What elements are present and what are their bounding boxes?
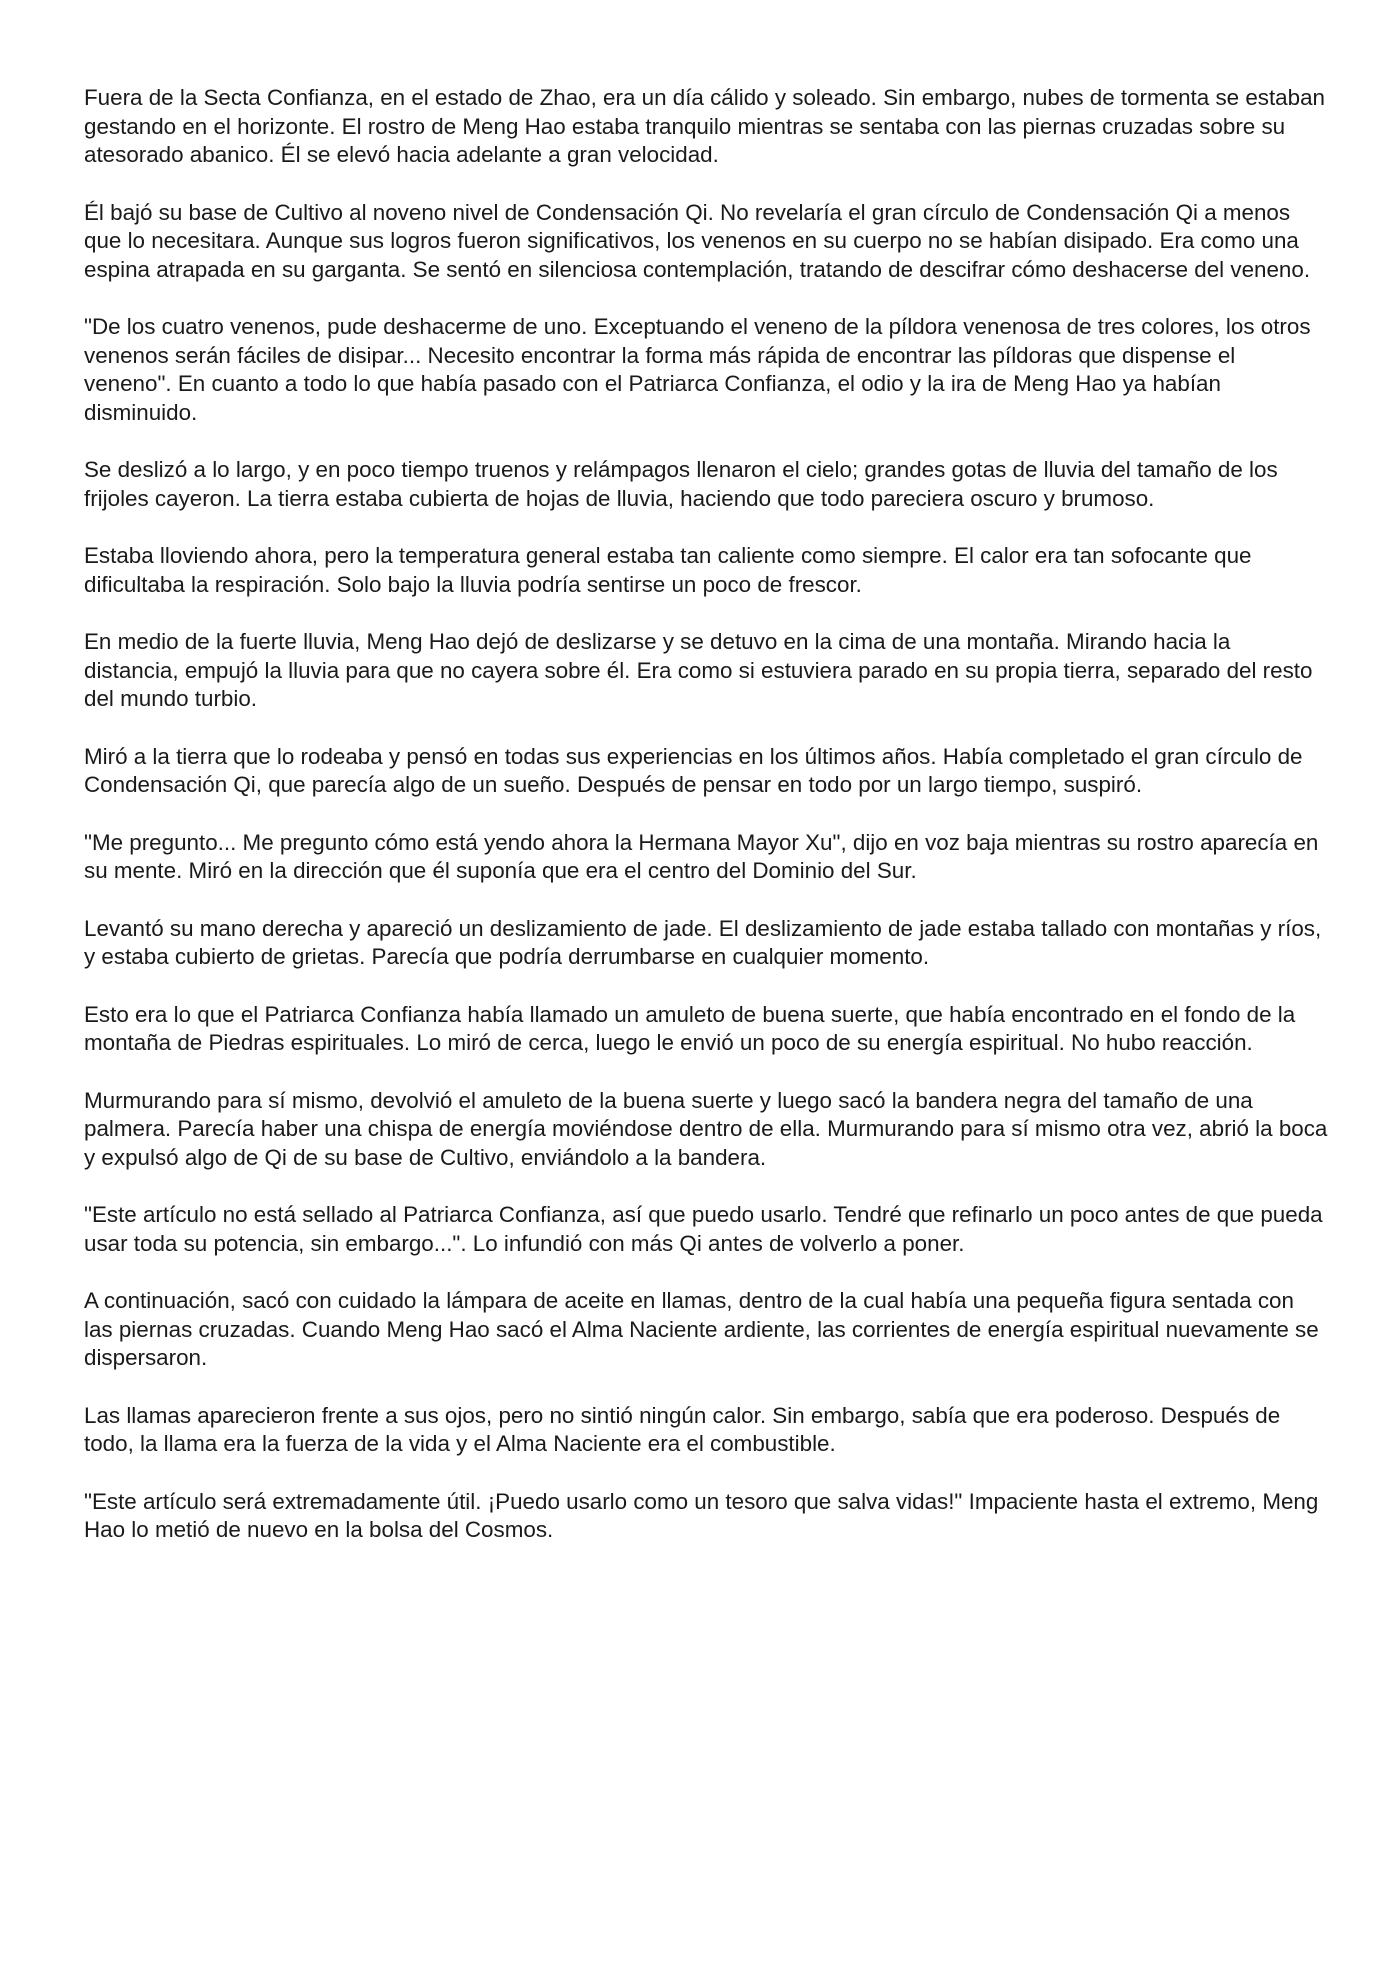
paragraph-9: Levantó su mano derecha y apareció un deslizamiento de jade. El deslizamiento de jade estaba tallado con montañas y ríos, y estaba cubierto de grietas. Parecía que podría derrumbarse en cualquier momento.	[84, 915, 1322, 969]
paragraph-1: Fuera de la Secta Confianza, en el estado de Zhao, era un día cálido y soleado. Sin embargo, nubes de tormenta se estaban gestando en el horizonte. El rostro de Meng Hao estaba tranquilo mientras se sentaba con las piernas cruzadas sobre su atesorado abanico. Él se elevó hacia adelante a gran velocidad.	[84, 85, 1325, 167]
paragraph-6: En medio de la fuerte lluvia, Meng Hao dejó de deslizarse y se detuvo en la cima de una montaña. Mirando hacia la distancia, empujó la lluvia para que no cayera sobre él. Era como si estuviera parado en su propia tierra, separado del resto del mundo turbio.	[84, 629, 1313, 711]
paragraph-11: Murmurando para sí mismo, devolvió el amuleto de la buena suerte y luego sacó la bandera negra del tamaño de una palmera. Parecía haber una chispa de energía moviéndose dentro de ella. Murmurando para sí mismo otra vez, abrió la boca y expulsó algo de Qi de su base de Cultivo, enviándolo a la bandera.	[84, 1087, 1328, 1170]
paragraph-10: Esto era lo que el Patriarca Confianza había llamado un amuleto de buena suerte, que había encontrado en el fondo de la montaña de Piedras espirituales. Lo miró de cerca, luego le envió un poco de su energía espiritual. No hubo reacción.	[84, 1001, 1296, 1055]
paragraph-5: Estaba lloviendo ahora, pero la temperatura general estaba tan caliente como siempre. El calor era tan sofocante que dificultaba la respiración. Solo bajo la lluvia podría sentirse un poco de frescor.	[84, 543, 1252, 597]
paragraph-15: "Este artículo será extremadamente útil. ¡Puedo usarlo como un tesoro que salva vidas!" Impaciente hasta el extremo, Meng Hao lo metió de nuevo en la bolsa del Cosmos.	[84, 1488, 1319, 1542]
paragraph-12: "Este artículo no está sellado al Patriarca Confianza, así que puedo usarlo. Tendré que refinarlo un poco antes de que pueda usar toda su potencia, sin embargo...". Lo infundió con más Qi antes de volverlo a poner.	[84, 1202, 1323, 1256]
paragraph-7: Miró a la tierra que lo rodeaba y pensó en todas sus experiencias en los últimos años. Había completado el gran círculo de Condensación Qi, que parecía algo de un sueño. Después de pensar en todo por un largo tiempo, suspiró.	[84, 743, 1303, 797]
paragraph-3: "De los cuatro venenos, pude deshacerme de uno. Exceptuando el veneno de la píldora venenosa de tres colores, los otros venenos serán fáciles de disipar... Necesito encontrar la forma más rápida de encontrar las píldoras que dispense el veneno". En cuanto a todo lo que había pasado con el Patriarca Confianza, el odio y la ira de Meng Hao ya habían disminuido.	[84, 314, 1311, 425]
paragraph-8: "Me pregunto... Me pregunto cómo está yendo ahora la Hermana Mayor Xu", dijo en voz baja mientras su rostro aparecía en su mente. Miró en la dirección que él suponía que era el centro del Dominio del Sur.	[84, 829, 1319, 883]
paragraph-4: Se deslizó a lo largo, y en poco tiempo truenos y relámpagos llenaron el cielo; grandes gotas de lluvia del tamaño de los frijoles cayeron. La tierra estaba cubierta de hojas de lluvia, haciendo que todo pareciera oscuro y brumoso.	[84, 457, 1278, 511]
paragraph-2: Él bajó su base de Cultivo al noveno nivel de Condensación Qi. No revelaría el gran círculo de Condensación Qi a menos que lo necesitara. Aunque sus logros fueron significativos, los venenos en su cuerpo no se habían disipado. Era como una espina atrapada en su garganta. Se sentó en silenciosa contemplación, tratando de descifrar cómo deshacerse del veneno.	[84, 199, 1311, 282]
paragraph-13: A continuación, sacó con cuidado la lámpara de aceite en llamas, dentro de la cual había una pequeña figura sentada con las piernas cruzadas. Cuando Meng Hao sacó el Alma Naciente ardiente, las corrientes de energía espiritual nuevamente se dispersaron.	[84, 1288, 1319, 1370]
paragraph-14: Las llamas aparecieron frente a sus ojos, pero no sintió ningún calor. Sin embargo, sabía que era poderoso. Después de todo, la llama era la fuerza de la vida y el Alma Naciente era el combustible.	[84, 1402, 1281, 1456]
